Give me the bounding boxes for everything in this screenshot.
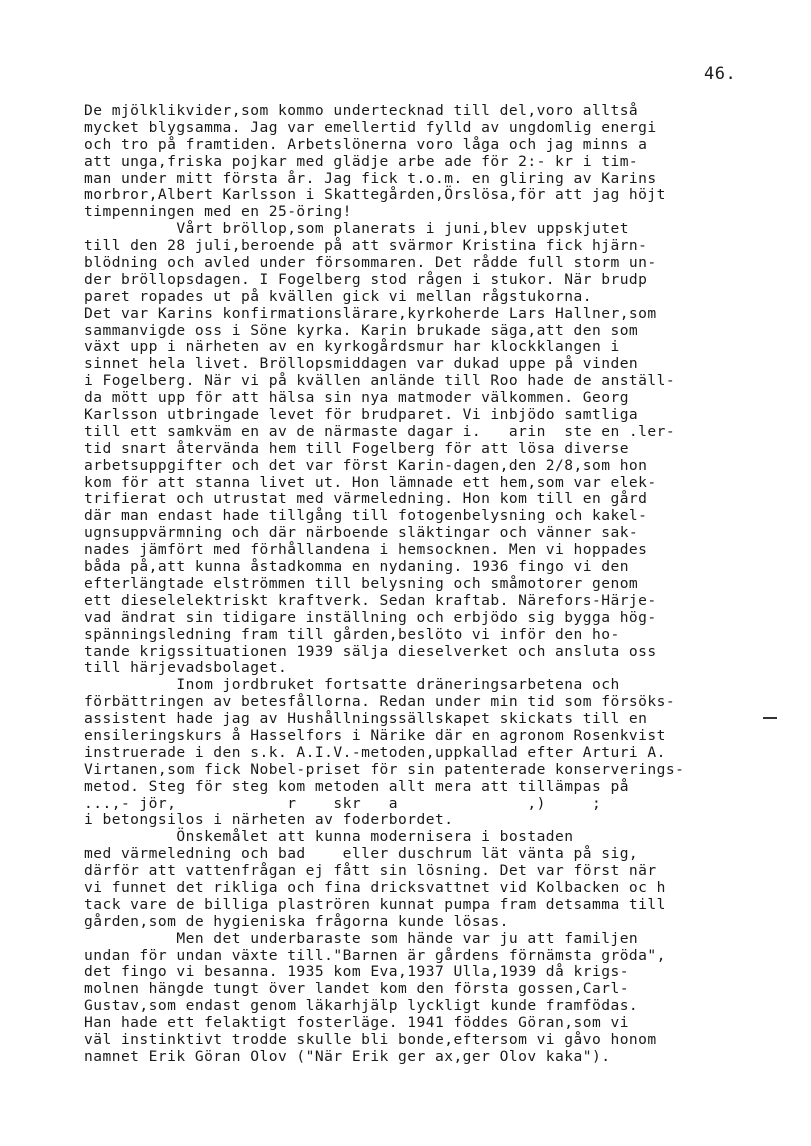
text-line: tande krigssituationen 1939 sälja dieselverket och ansluta oss bbox=[84, 642, 657, 660]
text-line: nades jämfört med förhållandena i hemsocknen. Men vi hoppades bbox=[84, 541, 648, 559]
text-line: ...,- jör, r skr a ,) ; bbox=[84, 794, 602, 812]
text-line: morbror,Albert Karlsson i Skattegården,Örslösa,för att jag höjt bbox=[84, 186, 666, 204]
text-line: Virtanen,som fick Nobel-priset för sin patenterade konserverings- bbox=[84, 760, 685, 778]
text-line: väl instinktivt trodde skulle bli bonde,eftersom vi gåvo honom bbox=[84, 1030, 657, 1048]
text-line: till härjevadsbolaget. bbox=[84, 659, 288, 677]
text-line: därför att vattenfrågan ej fått sin lösning. Det var först när bbox=[84, 862, 657, 880]
text-line: vad ändrat sin tidigare inställning och erbjödo sig bygga hög- bbox=[84, 608, 657, 626]
text-line: namnet Erik Göran Olov ("När Erik ger ax,ger Olov kaka"). bbox=[84, 1047, 611, 1065]
text-line: spänningsledning fram till gården,beslöto vi inför den ho- bbox=[84, 625, 620, 643]
text-line: kom för att stanna livet ut. Hon lämnade ett hem,som var elek- bbox=[84, 473, 657, 491]
text-line: undan för undan växte till."Barnen är gårdens förnämsta gröda", bbox=[84, 946, 666, 964]
text-line: Gustav,som endast genom läkarhjälp lyckligt kunde framfödas. bbox=[84, 997, 639, 1015]
text-line: växt upp i närheten av en kyrkogårdsmur har klockklangen i bbox=[84, 338, 620, 356]
text-line: gården,som de hygieniska frågorna kunde lösas. bbox=[84, 912, 509, 930]
text-line: Inom jordbruket fortsatte dräneringsarbetena och bbox=[84, 676, 620, 694]
text-line: man under mitt första år. Jag fick t.o.m. en glirin​g av Karins bbox=[84, 169, 657, 187]
text-line: instruerade i den s.k. A.I.V.-metoden,uppkallad efter Arturi A. bbox=[84, 743, 666, 761]
text-line: der bröllopsdagen. I Fogelberg stod rågen i stukor. När brudp bbox=[84, 270, 648, 288]
text-line: ensileringskurs å Hasselfors i Närike där en agronom Rosenkvist bbox=[84, 726, 666, 744]
text-line: Det var Karins konfirmationslärare,kyrkoherde Lars Hallner,som bbox=[84, 304, 657, 322]
text-line: i betongsilos i närheten av foderbordet. bbox=[84, 811, 454, 829]
text-line: tid snart återvända hem till Fogelberg för att lösa diverse bbox=[84, 439, 629, 457]
text-line: i Fogelberg. När vi på kvällen anlände till Roo hade de anställ- bbox=[84, 372, 676, 390]
text-line: De mjölklikvider,som kommo undertecknad till del,voro alltså bbox=[84, 102, 639, 119]
text-line: att unga,friska pojkar med glädje arbe ade för 2:- kr i tim- bbox=[84, 152, 639, 170]
text-line: Men det underbaraste som hände var ju att familjen bbox=[84, 929, 639, 947]
text-line: molnen hängde tungt över landet kom den första gossen,Carl- bbox=[84, 980, 629, 998]
text-line: med värmeledning och bad eller duschrum lät vänta på sig, bbox=[84, 845, 639, 863]
text-line: Önskemålet att kunna modernisera i bostaden bbox=[84, 828, 574, 846]
page-number: 46. bbox=[704, 64, 737, 84]
text-line: assistent hade jag av Hushållningssällskapet skickats till en bbox=[84, 710, 648, 728]
text-line: till den 28 juli,beroende på att svärmor Kristina fick hjärn- bbox=[84, 237, 648, 255]
text-line: sammanvigde oss i Söne kyrka. Karin brukade säga,att den som bbox=[84, 321, 639, 339]
text-line: tack vare de billiga plaströren kunnat pumpa fram detsamma till bbox=[84, 895, 666, 913]
text-line: ugnsuppvärmning och där närboende släktingar och vänner sak- bbox=[84, 524, 639, 542]
text-line: där man endast hade tillgång till fotogenbelysning och kakel- bbox=[84, 507, 648, 525]
text-line: tim​penningen med en 25-öring! bbox=[84, 203, 352, 221]
text-line: metod. Steg för steg kom metoden allt mera att tillämpas på bbox=[84, 777, 629, 795]
text-line: da mött upp för att hälsa sin nya matmoder välkommen. Georg bbox=[84, 389, 629, 407]
text-line: det fingo vi besanna. 1935 kom Eva,1937 Ulla,1939 då krigs- bbox=[84, 963, 629, 981]
text-line: båda på,att kunna åstadkomma en nydaning. 1936 fingo vi den bbox=[84, 558, 629, 576]
text-line: och tro på framtiden. Arbetslönerna voro låga och jag minns a bbox=[84, 135, 648, 153]
text-line: Karlsson utbringade levet för brudparet. Vi inbjödo samtliga bbox=[84, 406, 639, 424]
body-text bbox=[84, 103, 724, 1066]
text-line: Han hade ett felaktigt fosterläge. 1941 föddes Göran,som vi bbox=[84, 1014, 629, 1032]
text-line: efterlängtade elströmmen till belysning och småmotorer genom bbox=[84, 574, 639, 592]
margin-mark bbox=[763, 717, 777, 719]
text-line: vi funnet det rikliga och fina dricksvattnet vid Kolbacken oc h bbox=[84, 878, 666, 896]
text-line: arbetsuppgifter och det var först Karin-dagen,den 2/8,som hon bbox=[84, 456, 648, 474]
text-line: mycket blygsamma. Jag var emellertid fylld av ungdomlig energi bbox=[84, 118, 657, 136]
text-line: till ett samkväm en av de närmaste dagar i. arin ste en .ler- bbox=[84, 422, 676, 440]
text-line: förbättringen av betesfållorna. Redan under min tid som försöks- bbox=[84, 693, 676, 711]
text-line: blödning och avled under försommaren. Det rådde full storm un- bbox=[84, 254, 657, 272]
text-line: ett dieselelektriskt kraftverk. Sedan kraftab. Närefors-Härje- bbox=[84, 591, 657, 609]
text-line: trifierat och utrustat med värmeledning. Hon kom till en gård bbox=[84, 490, 648, 508]
text-line: sinnet hela livet. Bröllopsmiddagen var dukad uppe på vinden bbox=[84, 355, 639, 373]
text-line: Vårt bröllop,som planerats i juni,blev uppskjutet bbox=[84, 220, 629, 238]
text-line: paret ropades ut på kvällen gick vi mellan rågstukorna. bbox=[84, 287, 592, 305]
